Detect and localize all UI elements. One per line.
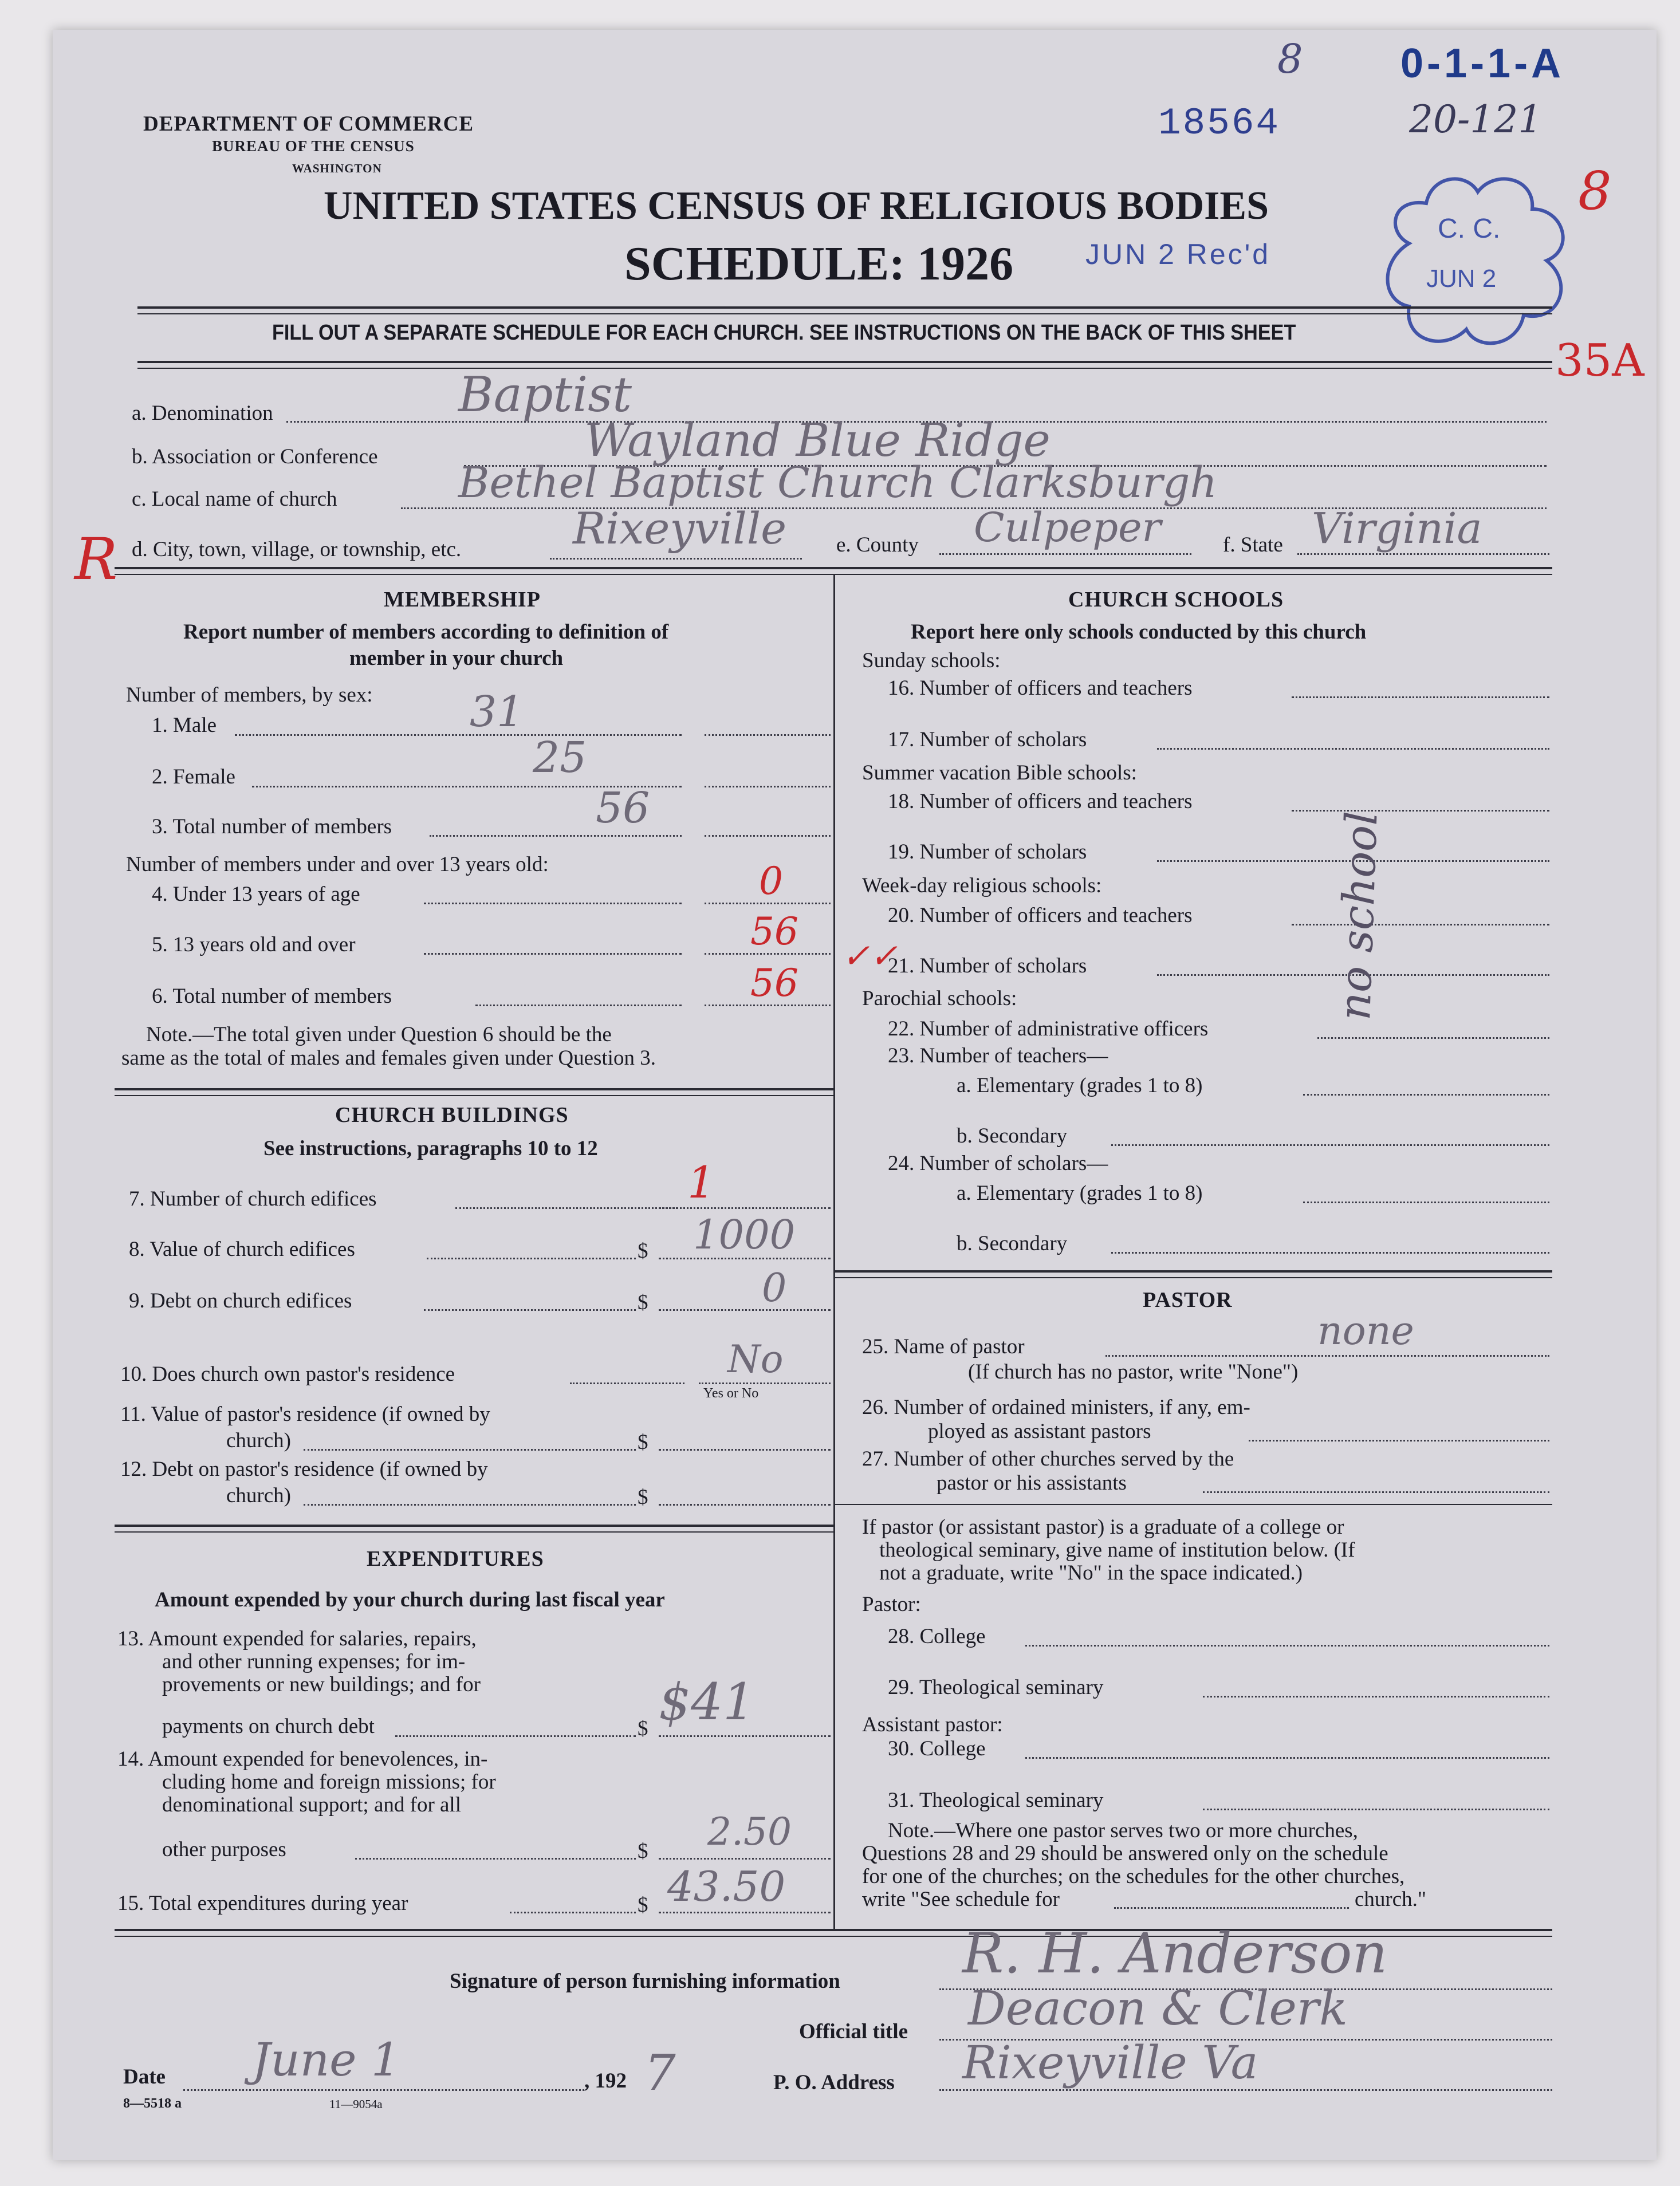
q26-label-2: ployed as assistant pastors: [928, 1420, 1151, 1443]
membership-note-1: Note.—The total given under Question 6 should be the: [146, 1023, 612, 1046]
red-r-mark: R: [74, 526, 118, 593]
by-sex-heading: Number of members, by sex:: [126, 683, 373, 707]
q23a-label: a. Elementary (grades 1 to 8): [957, 1074, 1203, 1097]
q16-label: 16. Number of officers and teachers: [888, 676, 1193, 700]
q29-label: 29. Theological seminary: [888, 1676, 1104, 1699]
q27-label-1: 27. Number of other churches served by the: [862, 1447, 1234, 1471]
pastor-heading: Pastor:: [862, 1593, 921, 1616]
q9-label: 9. Debt on church edifices: [129, 1289, 352, 1313]
pastor-note-3: for one of the churches; on the schedules for the other churches,: [862, 1865, 1405, 1888]
q11-label-1: 11. Value of pastor's residence (if owned by: [120, 1403, 490, 1426]
buildings-subtitle: See instructions, paragraphs 10 to 12: [263, 1137, 598, 1160]
q14-amount-field[interactable]: 2.50: [707, 1810, 792, 1854]
seal-text: C. C.: [1438, 214, 1501, 244]
q7-edifices-field[interactable]: 1: [687, 1157, 715, 1208]
q2-female-field[interactable]: 25: [533, 733, 587, 782]
pastor-title: PASTOR: [1143, 1288, 1233, 1312]
city-field[interactable]: Rixeyville: [573, 503, 787, 554]
q15-label: 15. Total expenditures during year: [117, 1892, 408, 1915]
red-code-mark: 35A: [1555, 335, 1644, 387]
q7-label: 7. Number of church edifices: [129, 1187, 377, 1211]
q23b-label: b. Secondary: [957, 1124, 1068, 1148]
q21-check-mark: ✓✓: [842, 936, 898, 975]
graduate-instruction-2: theological seminary, give name of institution below. (If: [879, 1538, 1355, 1562]
bureau-city: WASHINGTON: [292, 162, 382, 175]
church-schools-title: CHURCH SCHOOLS: [1068, 588, 1284, 612]
q30-label: 30. College: [888, 1737, 986, 1760]
expenditures-subtitle: Amount expended by your church during last fiscal year: [155, 1588, 665, 1612]
q13-label-4: payments on church debt: [162, 1715, 375, 1738]
pastor-note-4b: church.": [1355, 1888, 1427, 1911]
q8-label: 8. Value of church edifices: [129, 1238, 355, 1261]
association-label: b. Association or Conference: [132, 445, 378, 468]
signature-label: Signature of person furnishing information: [450, 1970, 840, 1993]
department-name: DEPARTMENT OF COMMERCE: [143, 112, 474, 136]
year-field[interactable]: 7: [644, 2045, 676, 2102]
official-title-label: Official title: [799, 2020, 908, 2043]
q23-label: 23. Number of teachers—: [888, 1044, 1108, 1068]
pastor-note-4: write "See schedule for: [862, 1888, 1060, 1911]
q14-dollar: $: [638, 1840, 648, 1863]
q18-label: 18. Number of officers and teachers: [888, 790, 1193, 813]
bureau-name: BUREAU OF THE CENSUS: [212, 137, 415, 155]
signature-field[interactable]: R. H. Anderson: [962, 1921, 1388, 1986]
pastor-note-2: Questions 28 and 29 should be answered only on the schedule: [862, 1842, 1388, 1865]
q22-label: 22. Number of administrative officers: [888, 1017, 1209, 1041]
q5-over13-field[interactable]: 56: [750, 909, 798, 954]
state-field[interactable]: Virginia: [1312, 504, 1482, 553]
q9-dollar: $: [638, 1291, 648, 1314]
q1-label: 1. Male: [152, 714, 217, 737]
q13-amount-field[interactable]: $41: [659, 1672, 755, 1731]
received-stamp: JUN 2 Rec'd: [1085, 238, 1271, 270]
q3-total-field[interactable]: 56: [596, 783, 650, 833]
q10-residence-field[interactable]: No: [727, 1337, 784, 1381]
po-address-label: P. O. Address: [773, 2071, 895, 2094]
weekday-heading: Week-day religious schools:: [862, 874, 1102, 897]
pastor-note-1: Note.—Where one pastor serves two or more churches,: [888, 1819, 1358, 1842]
q11-label-2: church): [226, 1429, 291, 1452]
q2-label: 2. Female: [152, 765, 235, 789]
q31-label: 31. Theological seminary: [888, 1789, 1104, 1812]
q25-label: 25. Name of pastor: [862, 1335, 1025, 1358]
q20-label: 20. Number of officers and teachers: [888, 904, 1193, 927]
q24b-label: b. Secondary: [957, 1232, 1068, 1255]
q3-label: 3. Total number of members: [152, 815, 392, 838]
top-number-mark: 8: [1277, 36, 1303, 82]
q13-label-1: 13. Amount expended for salaries, repairs,: [117, 1627, 477, 1651]
membership-subtitle-2: member in your church: [349, 647, 564, 670]
age-heading: Number of members under and over 13 years old:: [126, 853, 549, 876]
membership-note-2: same as the total of males and females given under Question 3.: [121, 1046, 656, 1070]
sunday-heading: Sunday schools:: [862, 649, 1001, 672]
q6-total-field[interactable]: 56: [750, 961, 798, 1005]
date-field[interactable]: June 1: [252, 2033, 400, 2086]
date-label: Date: [123, 2065, 166, 2089]
q4-under13-field[interactable]: 0: [759, 859, 783, 903]
q5-label: 5. 13 years old and over: [152, 933, 356, 956]
city-label: d. City, town, village, or township, etc.: [132, 538, 462, 561]
q13-dollar: $: [638, 1717, 648, 1740]
local-name-label: c. Local name of church: [132, 487, 337, 511]
q25-pastor-name-field[interactable]: none: [1317, 1309, 1414, 1354]
buildings-title: CHURCH BUILDINGS: [335, 1103, 569, 1127]
q14-label-4: other purposes: [162, 1838, 286, 1861]
q1-male-field[interactable]: 31: [470, 687, 524, 736]
county-field[interactable]: Culpeper: [974, 504, 1161, 551]
church-schools-subtitle: Report here only schools conducted by this church: [911, 620, 1367, 644]
official-title-field[interactable]: Deacon & Clerk: [968, 1982, 1348, 2036]
file-code-stamp: 0-1-1-A: [1400, 41, 1565, 86]
summer-heading: Summer vacation Bible schools:: [862, 761, 1137, 785]
q21-label: 21. Number of scholars: [888, 954, 1087, 978]
graduate-instruction-1: If pastor (or assistant pastor) is a graduate of a college or: [862, 1515, 1344, 1539]
print-number: 11—9054a: [329, 2097, 383, 2111]
q12-dollar: $: [638, 1486, 648, 1509]
q14-label-3: denominational support; and for all: [162, 1793, 461, 1817]
q24a-label: a. Elementary (grades 1 to 8): [957, 1181, 1203, 1205]
seal-date: JUN 2: [1426, 265, 1497, 293]
county-label: e. County: [836, 533, 919, 557]
q28-label: 28. College: [888, 1625, 986, 1648]
q13-label-3: provements or new buildings; and for: [162, 1673, 481, 1696]
q9-debt-field[interactable]: 0: [762, 1266, 787, 1311]
denomination-label: a. Denomination: [132, 401, 273, 425]
local-name-field[interactable]: Bethel Baptist Church Clarksburgh: [458, 458, 1218, 507]
schedule-year: SCHEDULE: 1926: [624, 237, 1014, 290]
q25-note: (If church has no pastor, write "None"): [968, 1360, 1299, 1384]
reference-numbers: 20-121: [1409, 97, 1543, 141]
q24-label: 24. Number of scholars—: [888, 1152, 1108, 1175]
q10-label: 10. Does church own pastor's residence: [120, 1362, 455, 1386]
expenditures-title: EXPENDITURES: [367, 1547, 544, 1571]
q15-dollar: $: [638, 1893, 648, 1917]
denomination-field[interactable]: Baptist: [458, 367, 632, 423]
q19-label: 19. Number of scholars: [888, 840, 1087, 864]
membership-subtitle-1: Report number of members according to definition of: [183, 620, 669, 644]
q8-value-field[interactable]: 1000: [693, 1211, 796, 1258]
membership-title: MEMBERSHIP: [384, 588, 541, 612]
form-number: 8—5518 a: [123, 2096, 182, 2111]
q15-total-field[interactable]: 43.50: [667, 1862, 786, 1911]
parochial-heading: Parochial schools:: [862, 987, 1017, 1010]
q12-label-1: 12. Debt on pastor's residence (if owned by: [120, 1458, 488, 1481]
yes-no-hint: Yes or No: [703, 1386, 759, 1401]
q17-label: 17. Number of scholars: [888, 728, 1087, 751]
graduate-instruction-3: not a graduate, write "No" in the space indicated.): [879, 1561, 1303, 1585]
q11-dollar: $: [638, 1431, 648, 1454]
fill-out-instruction: FILL OUT A SEPARATE SCHEDULE FOR EACH CHURCH. SEE INSTRUCTIONS ON THE BACK OF THIS SHEET: [272, 321, 1296, 345]
q13-label-2: and other running expenses; for im-: [162, 1650, 466, 1673]
q4-label: 4. Under 13 years of age: [152, 883, 360, 906]
q12-label-2: church): [226, 1484, 291, 1507]
q14-label-2: cluding home and foreign missions; for: [162, 1770, 496, 1794]
q6-label: 6. Total number of members: [152, 984, 392, 1008]
association-field[interactable]: Wayland Blue Ridge: [584, 413, 1051, 467]
year-prefix: , 192: [584, 2069, 627, 2093]
assistant-pastor-heading: Assistant pastor:: [862, 1713, 1003, 1736]
q26-label-1: 26. Number of ordained ministers, if any, em-: [862, 1396, 1250, 1419]
q8-dollar: $: [638, 1239, 648, 1263]
scalloped-seal-stamp: [1375, 163, 1587, 364]
po-address-field[interactable]: Rixeyville Va: [962, 2036, 1258, 2089]
q14-label-1: 14. Amount expended for benevolences, in-: [117, 1747, 488, 1771]
red-mark-8: 8: [1578, 160, 1612, 222]
form-title: UNITED STATES CENSUS OF RELIGIOUS BODIES: [324, 184, 1269, 228]
no-school-annotation[interactable]: no school: [1329, 810, 1387, 1022]
serial-number-stamp: 18564: [1158, 102, 1281, 145]
q27-label-2: pastor or his assistants: [937, 1471, 1127, 1495]
state-label: f. State: [1223, 533, 1283, 557]
